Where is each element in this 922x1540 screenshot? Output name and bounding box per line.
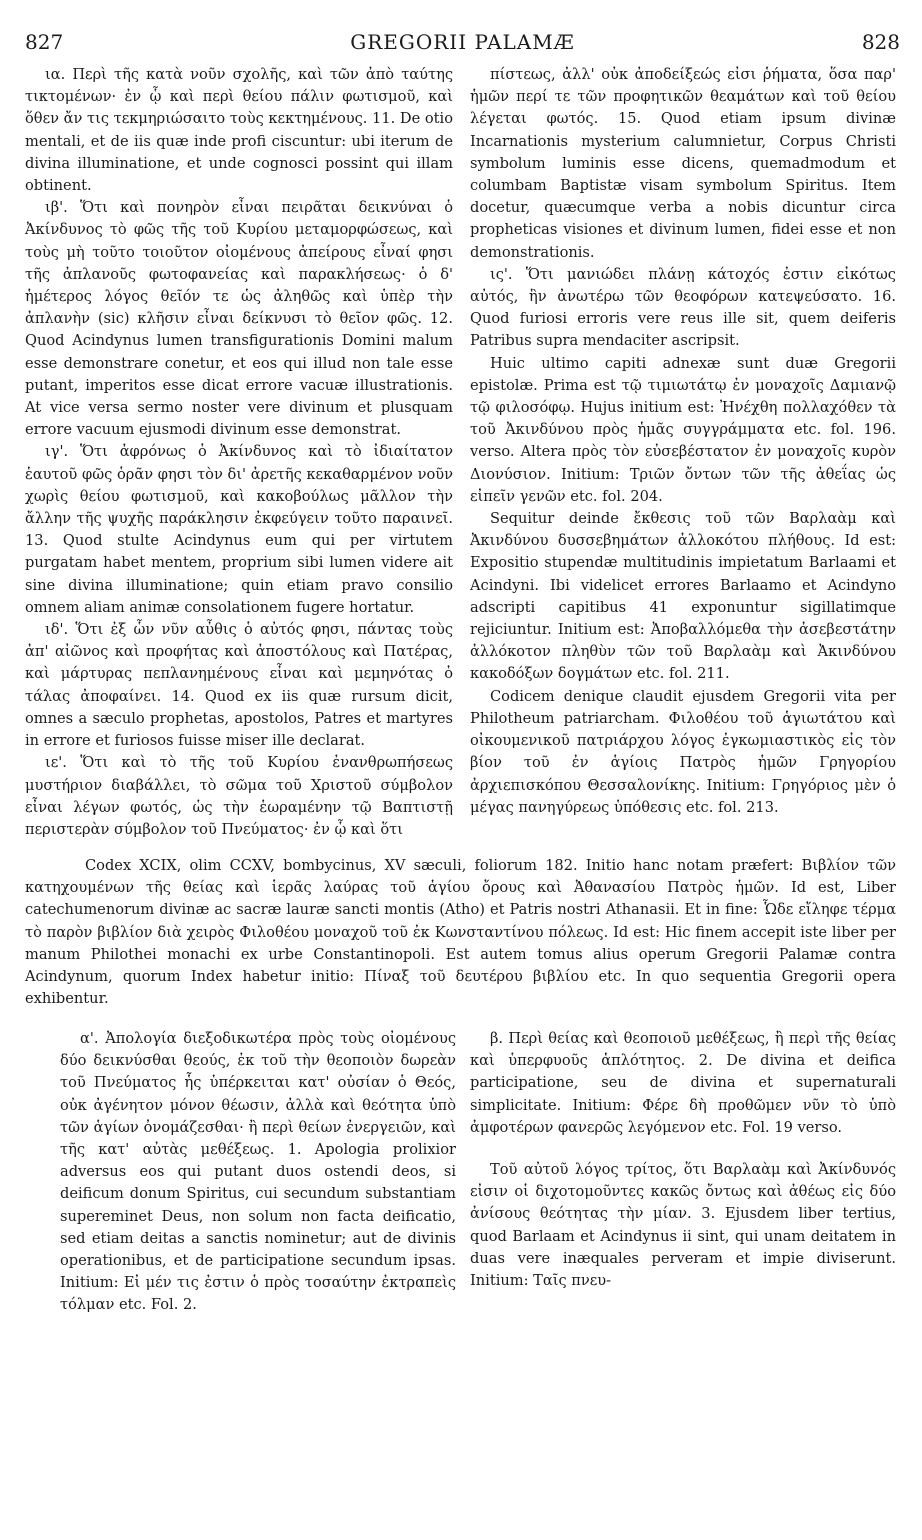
right-column-upper	[470, 64, 896, 819]
paragraph: Τοῦ αὐτοῦ λόγος τρίτος, ὅτι Βαρλαὰμ καὶ Ἀκίνδυνός εἰσιν οἱ διχοτομοῦντες κακῶς ὄντως καὶ ἀθέως εἰς δύο ἀνίσους θεότητας τὴν μίαν. 3. Ejusdem liber tertius, quod Barlaam et Acindynus ii sint, qui unam deitatem in duas vere inæquales perveram et impie diviserunt. Initium: Ταῖς πνευ-	[470, 1161, 896, 1290]
paragraph: ις'. Ὅτι μανιώδει πλάνῃ κάτοχός ἐστιν εἰκότως αὐτός, ἣν ἀνωτέρω τῶν θεοφόρων κατεψεύσατο. 16. Quod furiosi erroris vere reus ille sit, quem deiferis Patribus supra mendaciter ascripsit.	[470, 265, 896, 350]
full-width-section	[25, 855, 896, 1010]
paragraph: Huic ultimo capiti adnexæ sunt duæ Gregorii epistolæ. Prima est τῷ τιμιωτάτῳ ἐν μοναχοῖς Δαμιανῷ τῷ φιλοσόφῳ. Hujus initium est: Ἠνέχθη πολλαχόθεν τὰ τοῦ Ἀκινδύνου πρὸς ἡμᾶς συγγράμματα etc. fol. 196. verso. Altera πρὸς τὸν εὐσεβέστατον ἐν μοναχοῖς κυρὸν Διονύσιον. Initium: Τριῶν ὄντων τῶν τῆς ἀθεΐας ὡς εἰπεῖν γενῶν etc. fol. 204.	[470, 354, 896, 505]
paragraph: β. Περὶ θείας καὶ θεοποιοῦ μεθέξεως, ἢ περὶ τῆς θείας καὶ ὑπερφυοῦς ἁπλότητος. 2. De divina et deifica participatione, seu de divina et supernaturali simplicitate. Initium: Φέρε δὴ προθῶμεν νῦν τὸ ὑπὸ ἀμφοτέρων φανερῶς λεγόμενον etc. Fol. 19 verso.	[470, 1030, 896, 1136]
page-number-left: 827	[25, 30, 64, 54]
paragraph: ιγ'. Ὅτι ἀφρόνως ὁ Ἀκίνδυνος καὶ τὸ ἰδιαίτατον ἑαυτοῦ φῶς ὁρᾶν φησι τὸν δι' ἀρετῆς κεκαθαρμένον νοῦν χωρὶς θείου φωτισμοῦ, καὶ κακοβούλως μᾶλλον τὴν ἄλλην τῆς ψυχῆς παράκλησιν ἐκφεύγειν τοῦτο παραινεῖ. 13. Quod stulte Acindynus eum qui per virtutem purgatam habet mentem, proprium sibi lumen videre ait sine divina illuminatione; quin etiam pravo consilio omnem aliam animæ consolationem fugere hortatur.	[25, 443, 453, 616]
left-column-upper	[25, 64, 453, 841]
paragraph: ιε'. Ὅτι καὶ τὸ τῆς τοῦ Κυρίου ἐνανθρωπήσεως μυστήριον διαβάλλει, τὸ σῶμα τοῦ Χριστοῦ σύμβολον εἶναι λέγων φωτός, ὡς τὴν ἑωραμένην τῷ Βαπτιστῇ περιστερὰν σύμβολον τοῦ Πνεύματος· ἐν ᾧ καὶ ὅτι	[25, 754, 453, 838]
page-header	[25, 30, 900, 60]
running-title: GREGORII PALAMÆ	[350, 30, 575, 54]
paragraph: ιδ'. Ὅτι ἐξ ὧν νῦν αὖθις ὁ αὐτός φησι, πάντας τοὺς ἀπ' αἰῶνος καὶ προφήτας καὶ ἀποστόλους καὶ Πατέρας, καὶ μάρτυρας πεπλανημένους εἶναι καὶ μεμηνότας ὁ τάλας ἀποφαίνει. 14. Quod ex iis quæ rursum dicit, omnes a sæculo prophetas, apostolos, Patres et martyres in errore et furiosos fuisse miser ille declarat.	[25, 621, 453, 750]
left-column-lower	[60, 1028, 456, 1317]
page-number-right: 828	[861, 30, 900, 54]
paragraph: α'. Ἀπολογία διεξοδικωτέρα πρὸς τοὺς οἰομένους δύο δεικνύσθαι θεούς, ἐκ τοῦ τὴν θεοποιὸν δωρεὰν τοῦ Πνεύματος ἧς ὑπέρκειται κατ' οὐσίαν ὁ Θεός, οὐκ ἀγένητον μόνον θέωσιν, ἀλλὰ καὶ θεότητα ὑπὸ τῶν ἁγίων ὀνομάζεσθαι· ἢ περὶ θείων ἐνεργειῶν, καὶ τῆς κατ' αὐτὰς μεθέξεως. 1. Apologia prolixior adversus eos qui putant duos ostendi deos, si deificum donum Spiritus, cui secundum substantiam supereminet Deus, non solum non facta deificatio, sed etiam deitas a sanctis nominetur; aut de divinis operationibus, et de participatione secundum ipsas. Initium: Εἰ μέν τις ἐστιν ὁ πρὸς τοσαύτην ἐκτραπεὶς τόλμαν etc. Fol. 2.	[60, 1030, 456, 1314]
paragraph: Codicem denique claudit ejusdem Gregorii vita per Philotheum patriarcham. Φιλοθέου τοῦ ἁγιωτάτου καὶ οἰκουμενικοῦ πατριάρχου λόγος ἐγκωμιαστικὸς εἰς τὸν βίον τοῦ ἐν ἁγίοις Πατρὸς ἡμῶν Γρηγορίου ἀρχιεπισκόπου Θεσσαλονίκης. Initium: Γρηγόριος μὲν ὁ μέγας πανηγύρεως ὑπόθεσις etc. fol. 213.	[470, 687, 896, 816]
paragraph: Sequitur deinde ἔκθεσις τοῦ τῶν Βαρλαὰμ καὶ Ἀκινδύνου δυσσεβημάτων ἀλλοκότου πλήθους. Id est: Expositio stupendæ multitudinis impietatum Barlaami et Acindyni. Ibi videlicet errores Barlaamo et Acindyno adscripti capitibus 41 exponuntur sigillatimque rejiciuntur. Initium est: Ἀποβαλλόμεθα τὴν ἀσεβεστάτην ἀλλόκοτον πληθὺν τῶν τοῦ Βαρλαὰμ καὶ Ἀκινδύνου κακοδόξων δογμάτων etc. fol. 211.	[470, 510, 896, 683]
paragraph: ια. Περὶ τῆς κατὰ νοῦν σχολῆς, καὶ τῶν ἀπὸ ταύτης τικτομένων· ἐν ᾧ καὶ περὶ θείου πάλιν φωτισμοῦ, καὶ ὅθεν ἄν τις τεκμηριώσαιτο τοὺς κεκτημένους. 11. De otio mentali, et de iis quæ inde profi ciscuntur: ubi iterum de divina illuminatione, et unde cognosci possint qui illam obtinent.	[25, 66, 453, 195]
right-column-lower	[470, 1028, 896, 1292]
paragraph: ιβ'. Ὅτι καὶ πονηρὸν εἶναι πειρᾶται δεικνύναι ὁ Ἀκίνδυνος τὸ φῶς τῆς τοῦ Κυρίου μεταμορφώσεως, καὶ τοὺς μὴ τοῦτο τοιοῦτον οἰομένους ἀπείρους εἶναί φησι τῆς ἀπλανοῦς φωτοφανείας καὶ παρακλήσεως· ὁ δ' ἡμέτερος λόγος θεῖόν τε ὡς ἀληθῶς καὶ ὑπὲρ τὴν ἀπλανὴν (sic) κλῆσιν εἶναι δείκνυσι τὸ θεῖον φῶς. 12. Quod Acindynus lumen transfigurationis Domini malum esse demonstrare conetur, et eos qui illud non tale esse putant, imperitos esse dicat errore vacuæ illustrationis. At vice versa sermo noster vere divinum et plusquam errore vacuum ejusmodi divinum esse demonstrat.	[25, 199, 453, 439]
paragraph: πίστεως, ἀλλ' οὐκ ἀποδείξεώς εἰσι ῥήματα, ὅσα παρ' ἡμῶν περί τε τῶν προφητικῶν θεαμάτων καὶ τοῦ θείου λέγεται φωτός. 15. Quod etiam ipsum divinæ Incarnationis mysterium calumnietur, Corpus Christi symbolum luminis esse dicens, quemadmodum et columbam Baptistæ visam symbolum Spiritus. Item docetur, quæcumque verba a nobis dicuntur circa propheticas visiones et divinum lumen, fidei esse et non demonstrationis.	[470, 66, 896, 261]
codex-paragraph: Codex XCIX, olim CCXV, bombycinus, XV sæculi, foliorum 182. Initio hanc notam præfert: Βιβλίον τῶν κατηχουμένων τῆς θείας καὶ ἱερᾶς λαύρας τοῦ ἁγίου ὄρους καὶ Ἀθανασίου Πατρὸς ἡμῶν. Id est, Liber catechumenorum divinæ ac sacræ lauræ sancti montis (Atho) et Patris nostri Athanasii. Et in fine: Ὧδε εἴληφε τέρμα τὸ παρὸν βιβλίον διὰ χειρὸς Φιλοθέου μοναχοῦ τοῦ ἐκ Κωνσταντίνου πόλεως. Id est: Hic finem accepit iste liber per manum Philothei monachi ex urbe Constantinopoli. Est autem tomus alius operum Gregorii Palamæ contra Acindynum, quorum Index habetur initio: Πίναξ τοῦ δευτέρου βιβλίου etc. In quo sequentia Gregorii opera exhibentur.	[25, 857, 896, 1008]
